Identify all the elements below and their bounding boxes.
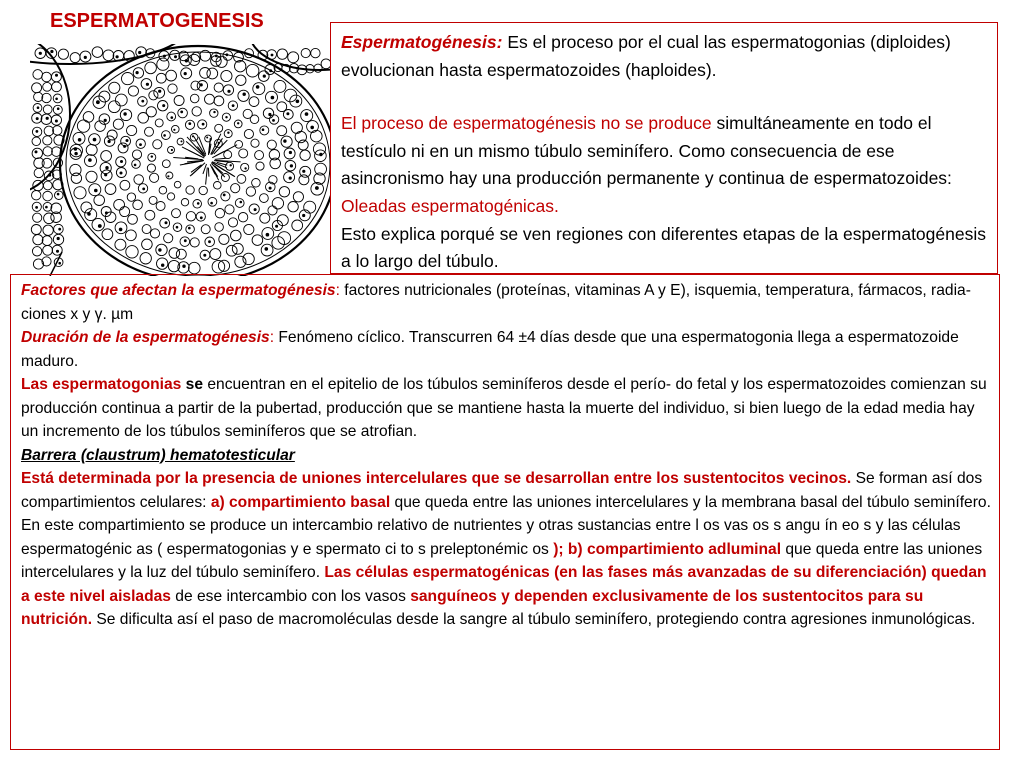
duration-term: Duración de la espermatogénesis bbox=[21, 329, 270, 346]
barrier-text-2: que queda entre las uniones intercelulares y la membrana basal del túbulo seminífero. En este compartimiento se produce un intercambio relativo de nutrientes y otras sustancias entre l os vas os s angu ín eo s y las células espermatogénic as ( espermatogonias y e spermato ci to s preleptonémic os bbox=[21, 493, 991, 558]
duration-colon: : bbox=[269, 329, 275, 346]
seminiferous-tubule-micrograph-icon bbox=[30, 44, 330, 276]
barrier-red-5: sanguíneos y dependen exclusivamente de los sustentocitos para su nutrición. bbox=[21, 587, 924, 628]
barrier-heading: Barrera (claustrum) hematotesticular bbox=[21, 446, 295, 464]
basal-compartment: a) compartimiento basal bbox=[210, 493, 391, 511]
asynchrony-text: simultáneamente en todo el testículo ni en un mismo túbulo seminífero. Como consecuencia de ese asincronismo hay una producción permanente y continua de espermatozoides: bbox=[341, 113, 952, 189]
definition-term: Espermatogénesis: bbox=[341, 32, 503, 52]
definition-box bbox=[330, 22, 998, 274]
details-box bbox=[10, 274, 1000, 750]
barrier-text-4: de ese intercambio con los vasos bbox=[170, 587, 411, 605]
page-title: ESPERMATOGENESIS bbox=[50, 10, 264, 32]
barrier-red-4: Las células espermatogénicas (en las fases más avanzadas de su diferenciación) quedan a este nivel aisladas bbox=[21, 564, 987, 605]
definition-paragraph bbox=[341, 29, 989, 84]
barrier-paragraph bbox=[21, 467, 991, 632]
factors-text: factores nutricionales (proteínas, vitaminas A y E), isquemia, temperatura, fármacos, radia- ciones x y γ. µm bbox=[21, 282, 971, 323]
barrier-text-1: Se forman así dos compartimientos celulares: bbox=[21, 470, 983, 511]
micrograph-drawing bbox=[30, 44, 330, 276]
spermatogonia-text: encuentran en el epitelio de los túbulos seminíferos desde el perío- do fetal y los espermatozoides comienzan su producción continua a partir de la pubertad, producción que se mantiene hasta la muerte del individuo, si bien luego de la edad media hay un incremento de los túbulos seminíferos que se atrofian. bbox=[21, 376, 987, 440]
adluminal-compartment: ); b) compartimiento adluminal bbox=[553, 540, 782, 558]
duration-paragraph bbox=[21, 326, 991, 373]
asynchrony-red-text: El proceso de espermatogénesis no se produce bbox=[341, 113, 712, 134]
factors-colon: : bbox=[335, 282, 340, 299]
duration-text: Fenómeno cíclico. Transcurren 64 ±4 días desde que una espermatogonia llega a espermatozoide maduro. bbox=[21, 329, 959, 370]
explanation-paragraph: Esto explica porqué se ven regiones con diferentes etapas de la espermatogénesis a lo largo del túbulo. bbox=[341, 223, 986, 272]
asynchrony-paragraph bbox=[341, 110, 989, 220]
barrier-red-1: Está determinada por la presencia de uniones intercelulares que se desarrollan entre los sustentocitos vecinos. bbox=[21, 470, 852, 487]
spermatogonia-se: se bbox=[181, 376, 204, 393]
factors-term: Factores que afectan la espermatogénesis bbox=[21, 282, 336, 299]
spermatogonia-term: Las espermatogonias bbox=[21, 376, 182, 393]
definition-text: Es el proceso por el cual las espermatogonias (diploides) evolucionan hasta espermatozoides (haploides). bbox=[341, 32, 951, 80]
waves-term: Oleadas espermatogénicas. bbox=[341, 195, 559, 216]
barrier-text-5: Se dificulta así el paso de macromoléculas desde la sangre al túbulo seminífero, protegiendo contra agresiones inmunológicas. bbox=[92, 611, 976, 628]
spermatogonia-paragraph bbox=[21, 373, 991, 444]
barrier-text-3: que queda entre las uniones intercelulares y la luz del túbulo seminífero. bbox=[21, 540, 983, 581]
factors-paragraph bbox=[21, 279, 991, 326]
